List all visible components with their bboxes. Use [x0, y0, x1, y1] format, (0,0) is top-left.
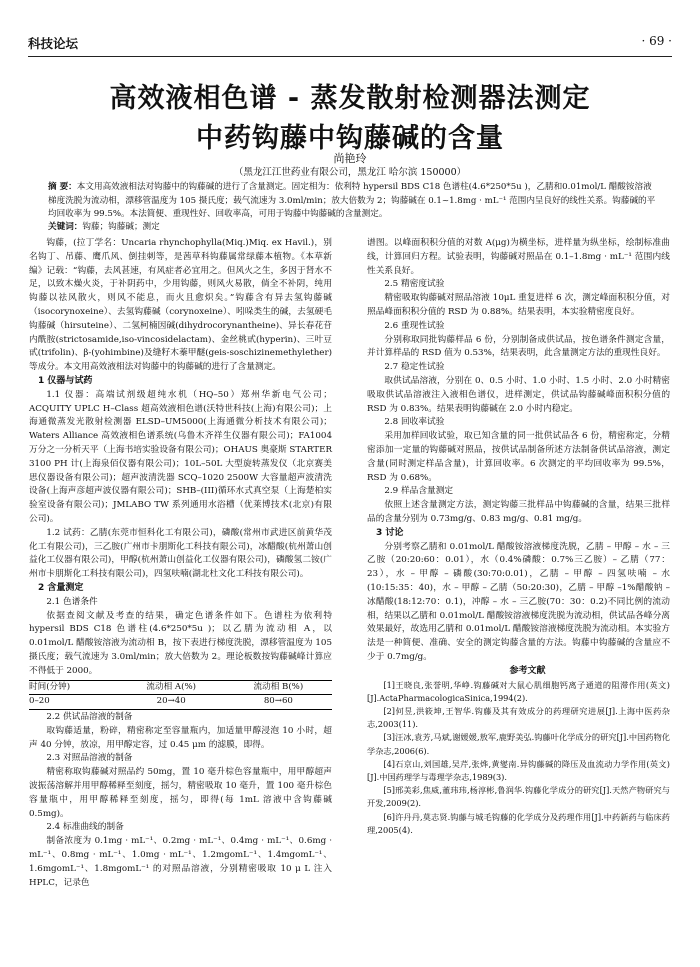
table-cell: 0–20	[29, 695, 118, 710]
author: 尚艳玲	[333, 152, 367, 165]
keywords	[48, 220, 660, 232]
paragraph: 依据查阅文献及考查的结果，确定色谱条件如下。色谱柱为依利特 hypersil BDS C18 色谱柱(4.6*250*5u )；以乙腈为流动相 A，以 0.01mol/L 醋酸铵溶液为流动相 B，按下表进行梯度洗脱，漂移管温度为 105 摄氏度；载气流速为 3.0ml/min；放大倍数为 2。理论板数按钩藤碱峰计算应不得低于 2000。	[29, 610, 332, 676]
paragraph: 1.1 仪器：高端试剂级超纯水机（HQ–50）郑州华新电气公司；ACQUITY UPLC H–Class 超高效液相色谱(沃特世科技(上海)有限公司)；上海通微蒸发光散射检测器 ELSD–UM5000(上海通微分析技术有限公司)；Waters Alliance 高效液相色谱系统(乌鲁木齐祥生仪器有限公司)；FA1004 万分之一分析天平（上海书培实验设备有限公司)；OHAUS 奥豪斯 STARTER 3100 PH 计(上海泉佰仪器有限公司)；10L–50L 大型旋转蒸发仪（北京赛美思仪器设备有限公司)；超声波清洗器 SCQ–1020 2500W 大容量超声波清洗设备(上海声彦超声波仪器有限公司)；SHB–(III)循环水式真空泵（上海楚柏实验室设备有限公司)；JMLABO TW 系列通用水浴槽（优莱博技术(北京)有限公司)。	[29, 389, 332, 524]
subsection-heading: 2.1 色谱条件	[46, 596, 98, 607]
paragraph: 制备浓度为 0.1mg · mL⁻¹、0.2mg · mL⁻¹、0.4mg · mL⁻¹、0.6mg · mL⁻¹、0.8mg · mL⁻¹、1.0mg · mL⁻¹、1.2mgomL⁻¹、1.4mgomL⁻¹、1.6mgomL⁻¹、1.8mgomL⁻¹ 的对照品溶液，分别精密吸取 10 μ L 注入 HPLC，记录色	[29, 836, 332, 888]
paragraph: 分别称取同批钩藤样品 6 份，分别制备成供试品，按色谱条件测定含量，并计算样品的 RSD 值为 0.53%，结果表明，此含量测定方法的重现性良好。	[367, 334, 670, 359]
reference-item: [3]汪冰,袁芳,马斌,谢媛媛,敖军,鹿野美弘.钩藤叶化学成分的研究[J].中国药物化学杂志,2006(6).	[367, 732, 670, 756]
page-number: · 69 ·	[641, 34, 672, 48]
section-heading: 2 含量测定	[38, 582, 84, 593]
paragraph: 谱图。以峰面积积分值的对数 A(μg)为横坐标，进样量为纵坐标，绘制标准曲线，计算回归方程。试验表明，钩藤碱对照品在 0.1–1.8mg · mL⁻¹ 范围内线性关系良好。	[367, 238, 670, 276]
abstract-text: 本文用高效液相法对钩藤中的钩藤碱的进行了含量测定。固定相为：依利特 hypersil BDS C18 色谱柱(4.6*250*5u )，乙腈和0.01mol/L 醋酸铵溶液梯度洗脱为流动相，漂移管温度为 105 摄氏度；载气流速为 3.0ml/min；放大倍数为 2；钩藤碱在 0.1~1.8mg · mL⁻¹ 范围内呈良好的线性关系。钩藤碱的平均回收率为 99.5%。本法简便、重现性好、回收率高，可用于钩藤中钩藤碱的含量测定。	[48, 182, 656, 219]
section-heading: 3 讨论	[376, 527, 404, 538]
abstract	[48, 181, 660, 222]
paragraph: 分别考察乙腈和 0.01mol/L 醋酸铵溶液梯度洗脱，乙腈 – 甲醇 – 水 – 三乙胺（20:20:60：0.01），水（0.4%磷酸：0.7%三乙胺）– 乙腈（77：23），水 – 甲醇 – 磷酸(30:70:0.01)，乙腈 – 甲醇 – 四氢呋喃 – 水(10:15:35：40)，水 – 甲醇 – 乙腈（50:20:30)，乙腈 – 甲醇 –1%醋酸钠 – 冰醋酸(18:12:70：0.1)，冲醇 – 水 – 三乙胺(70：30：0.2)不同比例的流动相，结果以乙腈和 0.01mol/L 醋酸铵溶液梯度洗脱为流动相，供试品各峰分离效果最好，故选用乙腈和 0.01mol/L 醋酸铵溶液梯度洗脱为流动相。本实验方法是一种简便、准确、安全的测定钩藤含量的方法。钩藤中钩藤碱的含量应不少于 0.7mg/g。	[367, 541, 670, 662]
references-title: 参考文献	[509, 665, 546, 676]
affiliation: （黑龙江江世药业有限公司，黑龙江 哈尔滨 150000）	[233, 167, 467, 178]
keywords-label: 关键词：	[48, 222, 83, 232]
right-column	[367, 237, 670, 837]
reference-item: [6]许丹丹,莫志贤.钩藤与城毛钩藤的化学成分及药理作用[J].中药新药与临床药理,2005(4).	[367, 811, 670, 835]
title-line-2: 中药钩藤中钩藤碱的含量	[196, 123, 504, 154]
subsection-heading: 2.4 标准曲线的制备	[46, 822, 124, 833]
reference-item: [2]何昱,洪筱坤,王智华.钩藤及其有效成分的药理研究进展[J].上海中医药杂志,2003(11).	[367, 705, 670, 730]
paragraph: 采用加样回收试验，取已知含量的同一批供试品各 6 份，精密称定，分精密添加一定量的钩藤碱对照品，按供试品制备所述方法制备供试品溶液，测定含量(同时测定样品含量)，计算回收率。6 次测定的平均回收率为 99.5%，RSD 为 0.68%。	[367, 431, 670, 483]
gradient-table	[29, 680, 332, 711]
subsection-heading: 2.8 回收率试验	[384, 417, 445, 428]
subsection-heading: 2.3 对照品溶液的制备	[46, 753, 133, 764]
journal-name: 科技论坛	[28, 36, 79, 51]
paragraph: 依照上述含量测定方法，测定钩藤三批样品中钩藤碱的含量，结果三批样品的含量分别为 0.73mg/g、0.83 mg/g、0.81 mg/g。	[367, 500, 670, 524]
paragraph: 1.2 试药：乙腈(东莞市恒科化工有限公司)，磷酸(常州市武进区前黄华茂化工有限公司)，三乙胺(广州市卡朋斯化工科技有限公司)，冰醋酸(杭州萧山创益化工仪器有限公司)，甲醇(杭州萧山创益化工仪器有限公司)，磷酸氢二铵(广州市卡朋斯化工科技有限公司)，四氢呋喃(湖北杜文化工科技有限公司)。	[29, 527, 332, 580]
header-rule	[28, 56, 672, 57]
subsection-heading: 2.6 重现性试验	[384, 320, 445, 331]
reference-item: [5]邢美彩,焦威,董玮玮,杨淳彬,鲁润华.钩藤化学成分的研究[J].天然产物研究与开发,2009(2).	[367, 785, 670, 809]
table-header: 流动相 B(%)	[225, 680, 332, 695]
keywords-text: 钩藤；钩藤碱；测定	[82, 222, 160, 232]
table-header: 时间(分钟)	[29, 680, 118, 695]
table-row	[29, 695, 332, 710]
subsection-heading: 2.7 稳定性试验	[384, 362, 445, 373]
reference-item: [4]石京山,刘国雄,吴芹,张烨,黄燮南.异钩藤碱的降压及血流动力学作用(英文)[J].中国药理学与毒理学杂志,1989(3).	[367, 758, 670, 782]
paragraph: 取供试品溶液，分别在 0、0.5 小时、1.0 小时、1.5 小时、2.0 小时精密吸取供试品溶液注入液相色谱仪，进样测定，供试品钩藤碱峰面积积分值的 RSD 为 0.83%。结果表明钩藤碱在 2.0 小时内稳定。	[367, 375, 670, 414]
page-header	[28, 34, 672, 52]
paragraph: 精密称取钩藤碱对照品约 50mg，置 10 毫升棕色容量瓶中，用甲醇超声波振荡溶解并用甲醇稀释至刻度，摇匀，精密吸取 10 毫升，置 100 毫升棕色容量瓶中，用甲醇稀释至刻度，摇匀，即得(每 1mL 溶液中含钩藤碱 0.5mg)。	[29, 767, 332, 819]
subsection-heading: 2.5 精密度试验	[384, 279, 445, 290]
title-line-1: 高效液相色谱 - 蒸发散射检测器法测定	[109, 83, 591, 114]
subsection-heading: 2.9 样品含量测定	[384, 486, 454, 497]
abstract-label: 摘 要：	[48, 182, 77, 192]
table-header: 流动相 A(%)	[118, 680, 225, 695]
table-cell: 20→40	[118, 695, 225, 710]
intro-paragraph: 钩藤，(拉丁学名：Uncaria rhynchophylla(Miq.)Miq. ex Havil.)，别名钩丁、吊藤、鹰爪风、倒挂刺等，是茜草科钩藤属常绿藤本植物。《本草新编》记载：“钩藤，去风甚速，有风症者必宜用之。但风火之生，多因于肾水不足，以致木燥火炎，于补阴药中，少用钩藤，则风火易散，倘全不补阴，纯用钩藤以祛风散火，则风不能息，而火且愈炽矣。”钩藤含有异去氢钩藤碱（isocorynoxeine）、去氢钩藤碱（corynoxeine）、吲哚类生的碱，去氢硬毛钩藤碱（hirsuteine）、二氢柯楠因碱(dihydrocorynantheine)、异长春花苷内酰胺(strictosamide,iso-vincosidelactam)、金丝桃甙(hyperin)、三叶豆甙(trifolin)、β-(yohimbine)及缝籽木蓁甲醚(geis-soschizinemethylether)等成分。本文用高效液相法对钩藤中的钩藤碱的进行了含量测定。	[29, 238, 332, 373]
paragraph: 精密吸取钩藤碱对照品溶液 10μL 重复进样 6 次，测定峰面积积分值，对照品峰面积积分值的 RSD 为 0.88%。结果表明，本实验精密度良好。	[367, 293, 670, 317]
left-column	[29, 237, 332, 890]
paragraph: 取钩藤适量，粉碎，精密称定至容量瓶内，加适量甲醇浸泡 10 小时，超声 40 分钟，放凉，用甲醇定容，过 0.45 μm 的滤膜，即得。	[29, 725, 332, 750]
reference-item: [1]王晓良,张誉明,华峥.钩藤碱对大鼠心肌细胞钙离子通道的阻滞作用(英文)[J].ActaPharmacologicaSinica,1994(2).	[367, 679, 670, 703]
subsection-heading: 2.2 供试品溶液的制备	[46, 712, 133, 723]
table-cell: 80→60	[225, 695, 332, 710]
section-heading: 1 仪器与试药	[38, 375, 93, 386]
